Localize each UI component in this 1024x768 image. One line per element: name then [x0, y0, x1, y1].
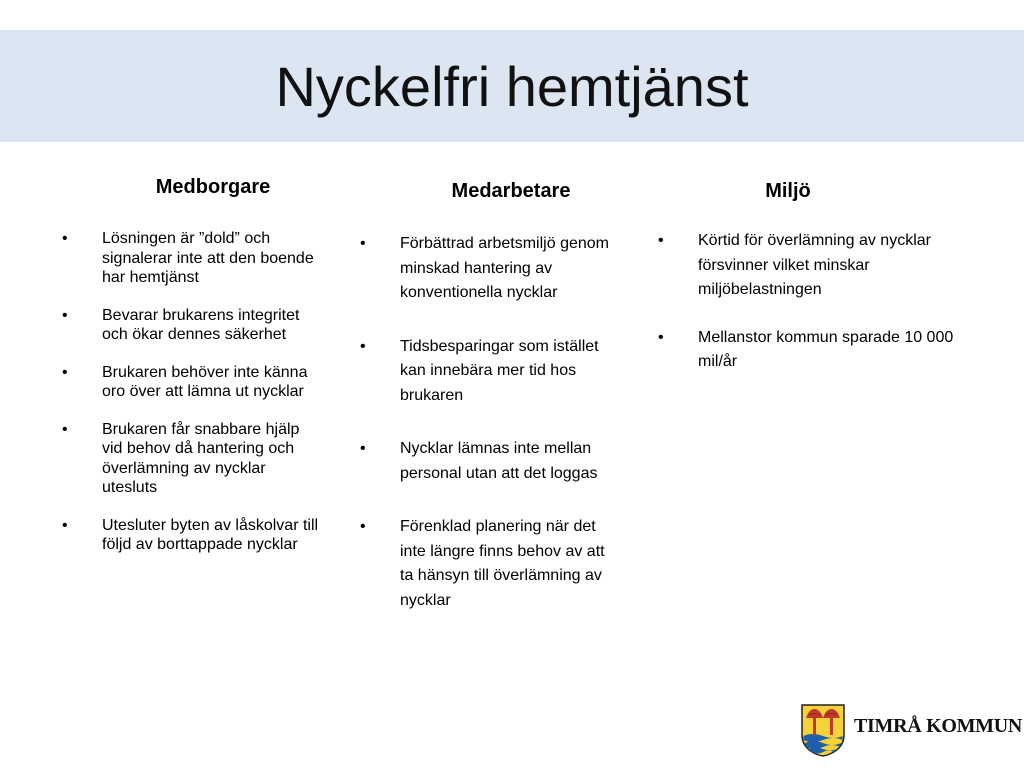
bullet-icon: • — [62, 230, 68, 247]
bullet-icon: • — [360, 337, 366, 355]
list-item — [360, 515, 622, 613]
list-item-text: Mellanstor kommun sparade 10 000 mil/år — [698, 328, 954, 370]
logo-text: TIMRÅ KOMMUN — [854, 715, 1023, 737]
list-item-text: Bevarar brukarens integritet och ökar dennes säkerhet — [102, 306, 300, 343]
list-item-text: Brukaren får snabbare hjälp vid behov då hantering och överlämning av nycklar utesluts — [102, 420, 300, 496]
column-heading: Miljö — [765, 180, 811, 202]
bullet-icon: • — [360, 235, 366, 252]
bullet-icon: • — [360, 440, 366, 457]
bullet-icon: • — [62, 516, 68, 534]
bullet-icon: • — [62, 363, 68, 381]
slide-title: Nyckelfri hemtjänst — [275, 55, 749, 118]
bullet-icon: • — [658, 328, 664, 346]
list-item — [658, 229, 958, 303]
column-medarbetare — [360, 179, 622, 642]
bullet-icon: • — [62, 306, 68, 324]
column-miljo — [658, 179, 958, 398]
list-item — [360, 335, 622, 409]
column-heading: Medarbetare — [451, 180, 571, 202]
list-item-text: Utesluter byten av låskolvar till följd av borttappade nycklar — [102, 516, 319, 553]
bullet-list — [360, 232, 622, 613]
list-item — [62, 420, 324, 498]
bullet-list — [62, 229, 324, 555]
list-item-text: Körtid för överlämning av nycklar försvinner vilket minskar miljöbelastningen — [698, 232, 931, 298]
list-item — [658, 326, 958, 375]
list-item-text: Lösningen är ”dold” och signalerar inte att den boende har hemtjänst — [102, 230, 314, 286]
list-item — [62, 229, 324, 288]
list-item — [360, 437, 622, 486]
bullet-icon: • — [658, 232, 664, 249]
list-item-text: Tidsbesparingar som istället kan innebära mer tid hos brukaren — [400, 337, 599, 404]
list-item — [62, 363, 324, 402]
list-item — [62, 306, 324, 345]
list-item — [62, 516, 324, 555]
list-item — [360, 232, 622, 306]
list-item-text: Brukaren behöver inte känna oro över att lämna ut nycklar — [102, 363, 308, 400]
column-medborgare — [62, 175, 324, 573]
column-heading: Medborgare — [155, 176, 271, 198]
list-item-text: Förbättrad arbetsmiljö genom minskad hantering av konventionella nycklar — [400, 235, 609, 301]
bullet-icon: • — [360, 518, 366, 535]
bullet-list — [658, 229, 958, 375]
timra-coat-of-arms-icon — [800, 703, 846, 757]
timra-kommun-logo — [800, 703, 1023, 757]
bullet-icon: • — [62, 420, 68, 438]
list-item-text: Nycklar lämnas inte mellan personal utan att det loggas — [400, 440, 598, 482]
list-item-text: Förenklad planering när det inte längre finns behov av att ta hänsyn till överlämning av nycklar — [400, 518, 605, 609]
